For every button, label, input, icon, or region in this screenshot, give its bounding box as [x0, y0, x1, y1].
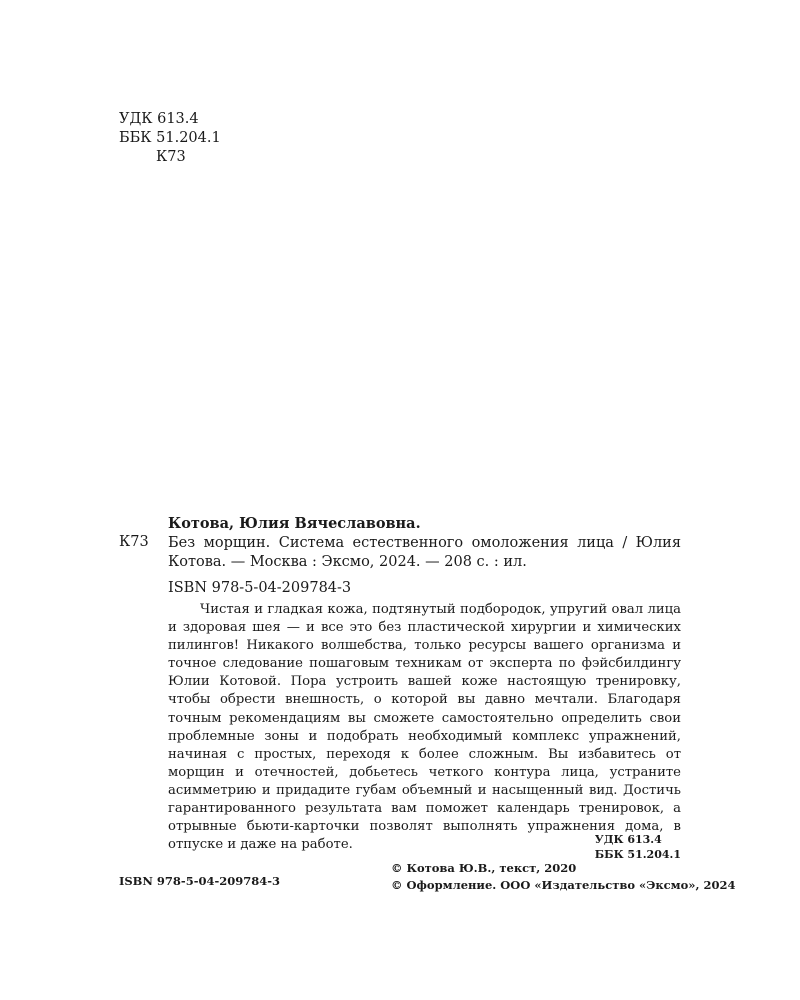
- author-name: Котова, Юлия Вячеславовна.: [168, 515, 421, 532]
- bbk-code: ББК 51.204.1: [119, 130, 221, 146]
- annotation-paragraph: Чистая и гладкая кожа, подтянутый подбородок, упругий овал лица и здоровая шея — и все это без пластической хирургии и химических пилингов! Никакого волшебства, только ресурсы вашего организма и точное следование пошаговым техникам от эксперта по фэйсбилдингу Юлии Котовой. Пора устроить вашей коже настоящую тренировку, чтобы обрести внешность, о которой вы давно мечтали. Благодаря точным рекомендациям вы сможете самостоятельно определить свои проблемные зоны и подобрать необходимый комплекс упражнений, начиная с простых, переходя к более сложным. Вы избавитесь от морщин и отечностей, добьетесь четкого контура лица, устраните асимметрию и придадите губам объемный и насыщенный вид. Достичь гарантированного результата вам поможет календарь тренировок, а отрывные бьюти-карточки позволят выполнять упражнения дома, в отпуске и даже на работе.: [168, 602, 681, 853]
- bbk-code-bottom: ББК 51.204.1: [594, 848, 681, 861]
- classification-codes-bottom: [595, 832, 681, 862]
- author-sign: К73: [156, 149, 186, 165]
- classification-codes-top: [119, 110, 221, 167]
- udk-code-bottom: УДК 613.4: [594, 833, 662, 846]
- bibliographic-description: Без морщин. Система естественного омоложения лица / Юлия Котова. — Москва : Эксмо, 2024. — 208 с. : ил.: [168, 535, 681, 570]
- copyright-text: © Котова Ю.В., текст, 2020: [391, 861, 577, 875]
- copyright-design: © Оформление. ООО «Издательство «Эксмо», 2024: [391, 878, 736, 892]
- isbn: ISBN 978-5-04-209784-3: [168, 580, 352, 596]
- isbn-bottom: ISBN 978-5-04-209784-3: [119, 874, 281, 888]
- udk-code: УДК 613.4: [119, 111, 199, 127]
- author-sign-side: К73: [119, 534, 149, 550]
- copyright-block: [391, 860, 736, 894]
